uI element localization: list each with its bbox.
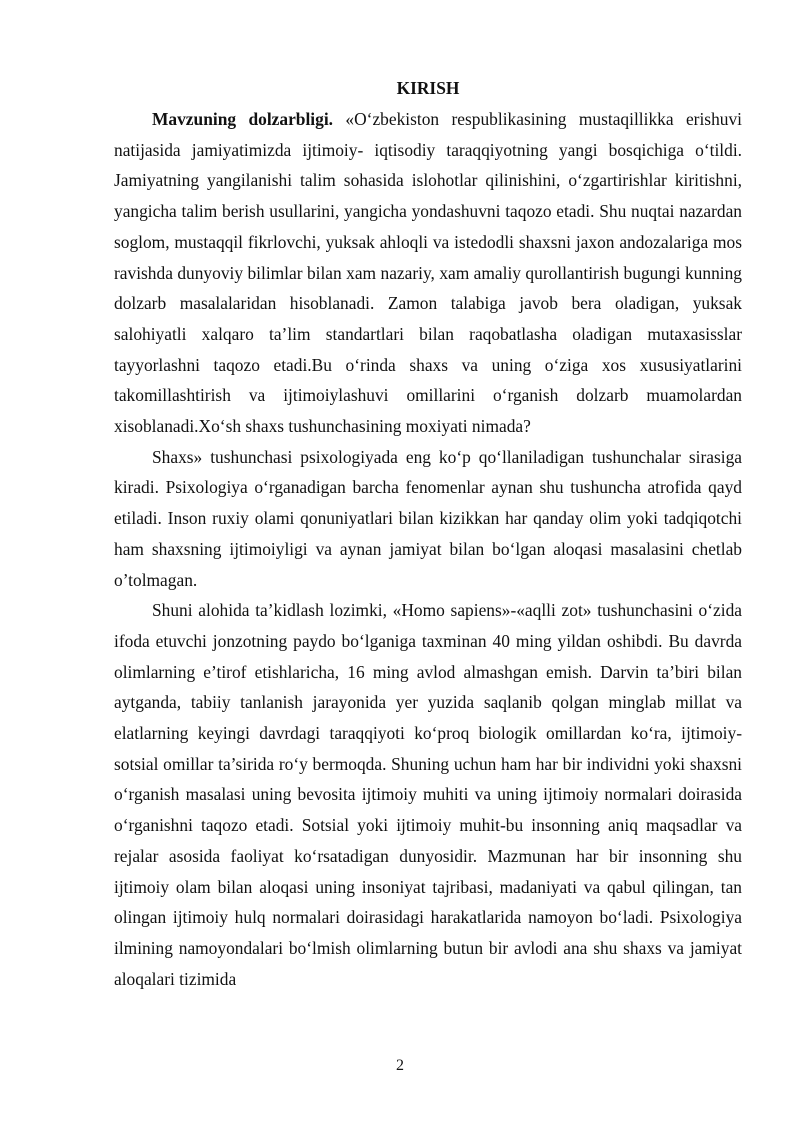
paragraph-lead: Mavzuning dolzarbligi. xyxy=(152,109,334,129)
page-number: 2 xyxy=(396,1057,404,1074)
paragraph-text: «O‘zbekiston respublikasining mustaqillikka erishuvi natijasida jamiyatimizda ijtimoiy- iqtisodiy taraqqiyotning yangi bosqichiga o‘tildi. Jamiyatning yangilanishi talim sohasida islohotlar qilinishini, o‘zgartirishlar kiritishni, yangicha talim berish usullarini, yangicha yondashuvni taqozo etadi. Shu nuqtai nazardan soglom, mustaqqil fikrlovchi, yuksak ahloqli va istedodli shaxsni jaxon andozalariga mos ravishda dunyoviy bilimlar bilan xam nazariy, xam amaliy qurollantirish bugungi kunning dolzarb masalalaridan hisoblanadi. Zamon talabiga javob bera oladigan, yuksak salohiyatli xalqaro ta’lim standartlari bilan raqobatlasha oladigan mutaxasisslar tayyorlashni taqozo etadi.Bu o‘rinda shaxs va uning o‘ziga xos xususiyatlarini takomillashtirish va ijtimoiylashuvi omillarini o‘rganish dolzarb muamolardan xisoblanadi.Xo‘sh shaxs tushunchasining moxiyati nimada? xyxy=(114,109,742,437)
document-body xyxy=(114,74,742,994)
page-title: KIRISH xyxy=(396,78,460,98)
paragraph-text: Shaxs» tushunchasi psixologiyada eng ko‘p qo‘llaniladigan tushunchalar sirasiga kiradi. Psixologiya o‘rganadigan barcha fenomenlar aynan shu tushuncha atrofida qayd etiladi. Inson ruxiy olami qonuniyatlari bilan kizikkan har qanday olim yoki tadqiqotchi ham shaxsning ijtimoiyligi va aynan jamiyat bilan bo‘lgan aloqasi masalasini chetlab o’tolmagan. xyxy=(114,446,742,590)
paragraph-personality-concept xyxy=(114,442,742,596)
paragraph-relevance xyxy=(114,104,742,442)
paragraph-text: Shuni alohida ta’kidlash lozimki, «Homo sapiens»-«aqlli zot» tushunchasini o‘zida ifoda etuvchi jonzotning paydo bo‘lganiga taxminan 40 ming yildan oshibdi. Bu davrda olimlarning e’tirof etishlaricha, 16 ming avlod almashgan emish. Darvin ta’biri bilan aytganda, tabiiy tanlanish jarayonida yer yuzida saqlanib qolgan minglab millat va elatlarning keyingi davrdagi taraqqiyoti ko‘proq biologik omillardan ko‘ra, ijtimoiy-sotsial omillar ta’sirida ro‘y bermoqda. Shuning uchun ham har bir individni yoki shaxsni o‘rganish masalasi uning bevosita ijtimoiy muhiti va uning ijtimoiy normalari doirasida o‘rganishni taqozo etadi. Sotsial yoki ijtimoiy muhit-bu insonning aniq maqsadlar va rejalar asosida faoliyat ko‘rsatadigan dunyosidir. Mazmunan har bir insonning shu ijtimoiy olam bilan aloqasi uning insoniyat tajribasi, madaniyati va qabul qilingan, tan olingan ijtimoiy hulq normalari doirasidagi harakatlarida namoyon bo‘ladi. Psixologiya ilmining namoyondalari bo‘lmish olimlarning butun bir avlodi ana shu shaxs va jamiyat aloqalari tizimida xyxy=(114,600,742,989)
paragraph-homo-sapiens xyxy=(114,595,742,994)
